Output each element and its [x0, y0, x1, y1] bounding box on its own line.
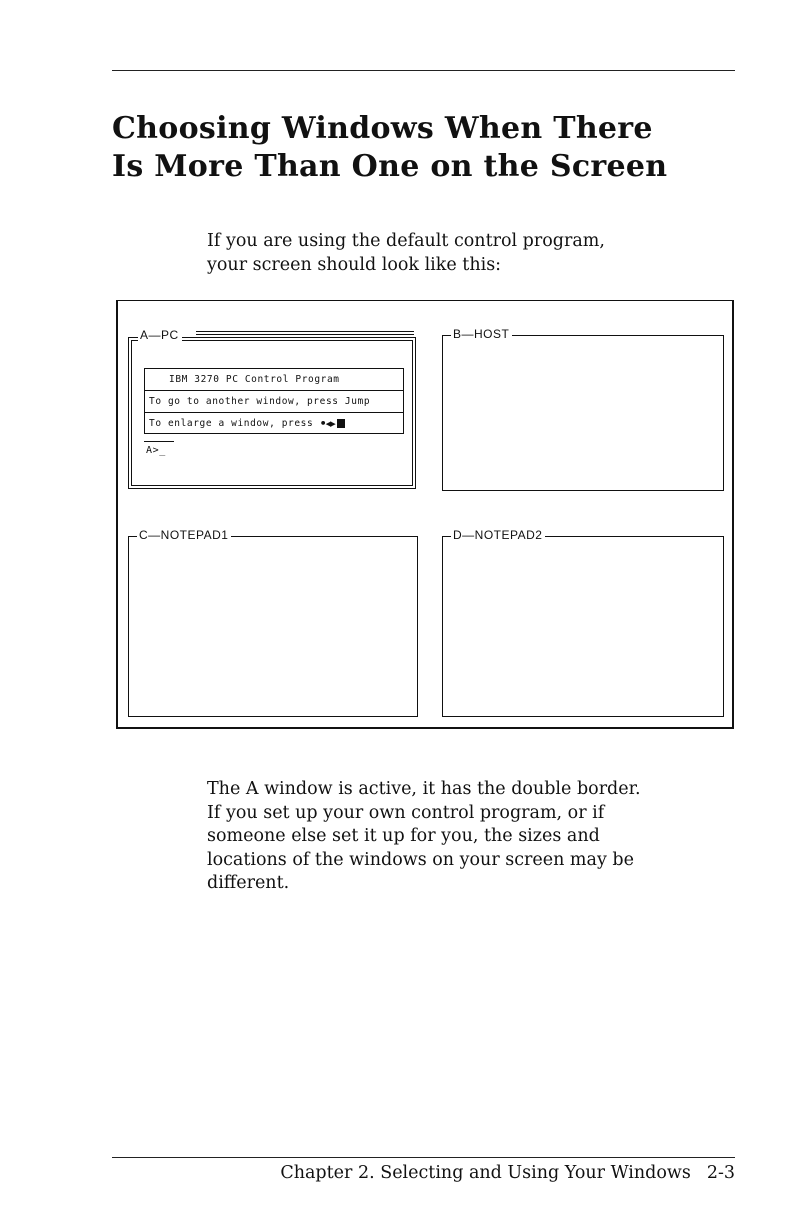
window-d-title: D—NOTEPAD2	[451, 527, 545, 543]
dialog-enlarge-instruction	[145, 413, 403, 434]
control-program-dialog	[144, 368, 404, 434]
page-heading	[112, 110, 752, 186]
window-a-title: A—PC	[138, 327, 182, 343]
window-c-notepad1	[128, 528, 418, 717]
intro-line-1: If you are using the default control program,	[207, 231, 605, 251]
window-b-title: B—HOST	[451, 326, 512, 342]
dialog-title: IBM 3270 PC Control Program	[169, 374, 340, 385]
footer-chapter: Chapter 2. Selecting and Using Your Windows	[280, 1163, 691, 1183]
cursor-block-icon	[337, 419, 345, 428]
body-line-5: different.	[207, 873, 290, 893]
intro-line-2: your screen should look like this:	[207, 254, 502, 275]
window-b-host	[442, 327, 724, 491]
prompt-underline	[144, 441, 174, 442]
window-d-title-bar	[566, 536, 724, 537]
heading-line-1: Choosing Windows When There	[112, 111, 653, 146]
intro-paragraph	[207, 230, 747, 277]
top-rule	[112, 70, 735, 71]
body-paragraph	[207, 778, 747, 896]
dos-prompt: A>_	[146, 445, 166, 456]
screen-illustration	[116, 300, 734, 729]
zoom-key-icon: •◂▸	[319, 417, 335, 430]
window-a-pc	[128, 328, 416, 489]
body-line-1: The A window is active, it has the double border.	[207, 779, 641, 799]
body-line-2: If you set up your own control program, or if	[207, 802, 605, 823]
dialog-jump-instruction: To go to another window, press Jump	[149, 396, 371, 407]
footer-rule	[112, 1157, 735, 1158]
window-b-title-bar	[528, 335, 724, 336]
dialog-enlarge-text: To enlarge a window, press	[149, 418, 320, 429]
window-a-title-bar	[196, 331, 414, 335]
window-c-title: C—NOTEPAD1	[137, 527, 231, 543]
window-c-title-bar	[258, 536, 418, 537]
page-footer	[280, 1161, 735, 1185]
window-d-notepad2	[442, 528, 724, 717]
body-line-4: locations of the windows on your screen may be	[207, 849, 634, 870]
heading-line-2: Is More Than One on the Screen	[112, 149, 668, 184]
page-number: 2-3	[706, 1163, 735, 1183]
body-line-3: someone else set it up for you, the sizes and	[207, 826, 600, 846]
